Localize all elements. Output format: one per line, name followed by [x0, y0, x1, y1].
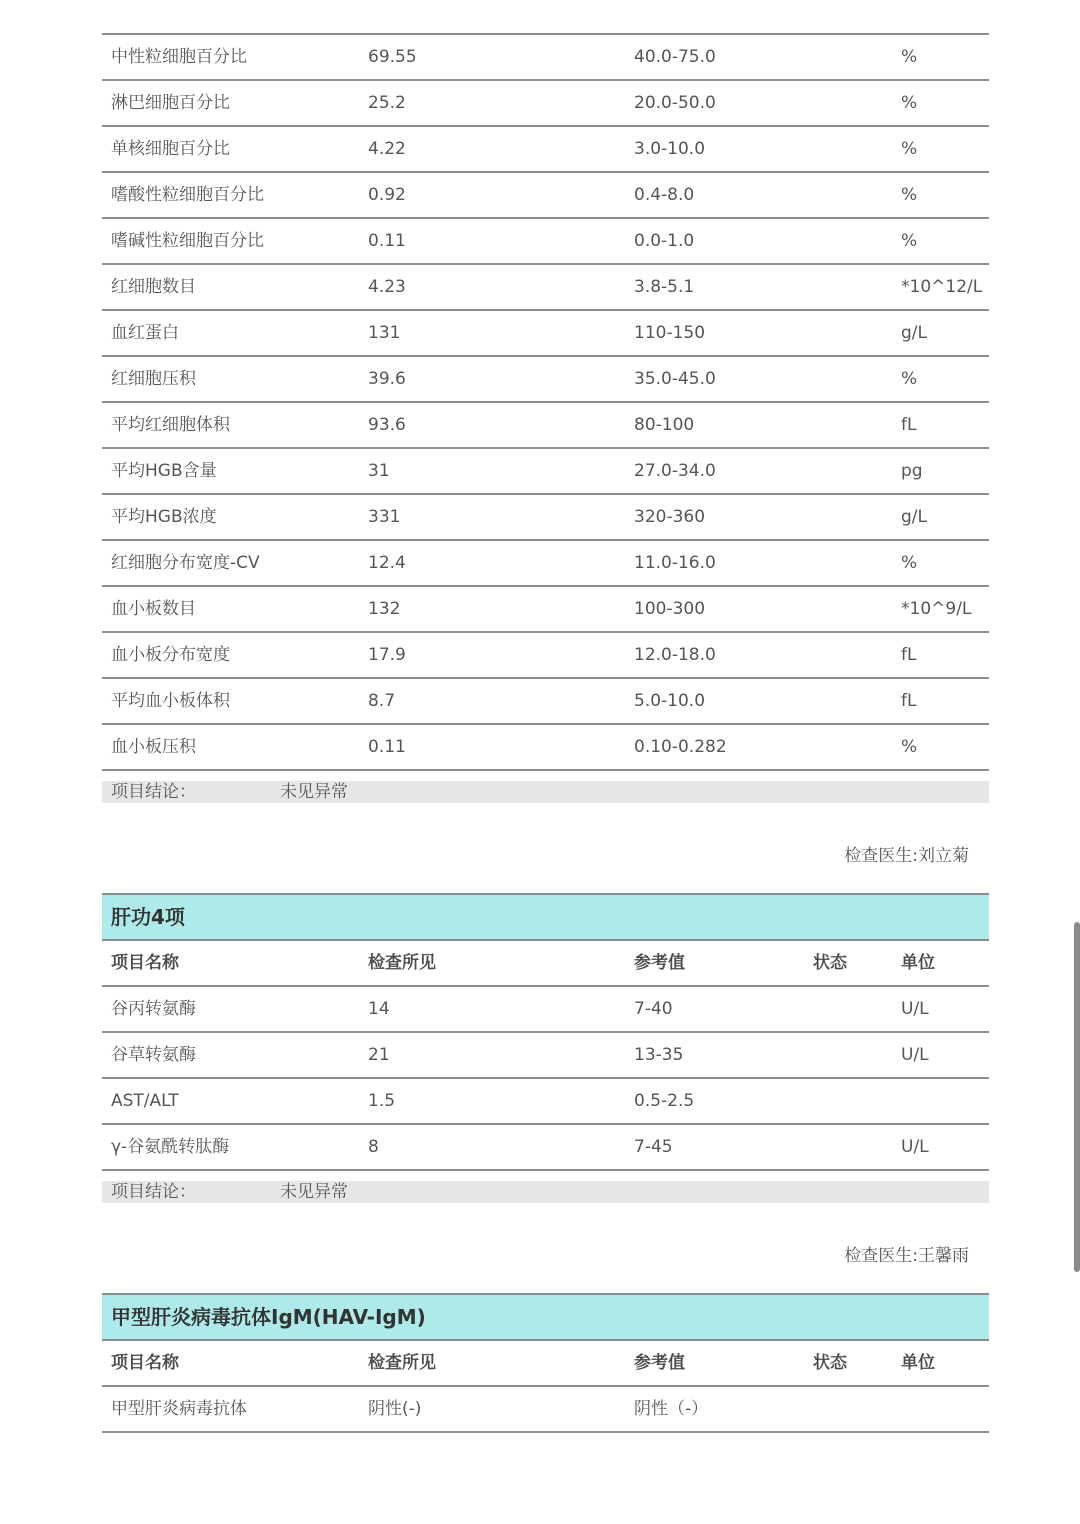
- cell-result: 0.11: [368, 737, 406, 757]
- cell-name: 甲型肝炎病毒抗体: [111, 1399, 247, 1419]
- cell-name: 红细胞分布宽度-CV: [111, 553, 260, 573]
- cell-result: 93.6: [368, 415, 406, 435]
- doctor-signature: 检查医生:刘立菊: [844, 846, 969, 866]
- header-unit: 单位: [901, 1353, 935, 1373]
- cell-result: 12.4: [368, 553, 406, 573]
- cell-result: 4.23: [368, 277, 406, 297]
- cell-name: 淋巴细胞百分比: [111, 93, 230, 113]
- cell-result: 69.55: [368, 47, 417, 67]
- liver-doctor: [102, 1203, 989, 1293]
- table-row: [102, 127, 989, 173]
- cell-result: 14: [368, 999, 390, 1019]
- hav-table-header: [102, 1341, 989, 1387]
- cell-name: 谷丙转氨酶: [111, 999, 196, 1019]
- header-unit: 单位: [901, 953, 935, 973]
- cell-name: 红细胞压积: [111, 369, 196, 389]
- cell-ref: 13-35: [634, 1045, 684, 1065]
- liver-conclusion: [102, 1181, 989, 1203]
- table-row: [102, 679, 989, 725]
- table-row: [102, 81, 989, 127]
- cell-unit: fL: [901, 415, 917, 435]
- table-row: [102, 725, 989, 771]
- table-row: [102, 33, 989, 81]
- cell-name: 谷草转氨酶: [111, 1045, 196, 1065]
- cell-ref: 20.0-50.0: [634, 93, 716, 113]
- header-name: 项目名称: [111, 953, 179, 973]
- cell-unit: %: [901, 553, 918, 573]
- cell-ref: 0.4-8.0: [634, 185, 695, 205]
- cell-ref: 100-300: [634, 599, 706, 619]
- cell-ref: 3.8-5.1: [634, 277, 695, 297]
- cell-unit: fL: [901, 645, 917, 665]
- cell-unit: %: [901, 369, 918, 389]
- cell-result: 阴性(-): [368, 1399, 422, 1419]
- table-row: [102, 265, 989, 311]
- cell-unit: g/L: [901, 323, 927, 343]
- cell-result: 132: [368, 599, 401, 619]
- table-row: [102, 449, 989, 495]
- cell-ref: 80-100: [634, 415, 695, 435]
- cell-result: 331: [368, 507, 401, 527]
- cell-result: 39.6: [368, 369, 406, 389]
- cell-name: 中性粒细胞百分比: [111, 47, 247, 67]
- scrollbar[interactable]: [1074, 922, 1080, 1272]
- cell-ref: 3.0-10.0: [634, 139, 706, 159]
- cell-unit: *10^9/L: [901, 599, 972, 619]
- cell-unit: U/L: [901, 1045, 929, 1065]
- header-status: 状态: [813, 953, 847, 973]
- cell-unit: %: [901, 231, 918, 251]
- conclusion-label: 项目结论：: [111, 782, 196, 802]
- table-row: [102, 1387, 989, 1433]
- cell-name: γ-谷氨酰转肽酶: [111, 1137, 230, 1157]
- header-status: 状态: [813, 1353, 847, 1373]
- cell-unit: %: [901, 93, 918, 113]
- cell-result: 8.7: [368, 691, 396, 711]
- header-ref: 参考值: [634, 953, 685, 973]
- cell-ref: 11.0-16.0: [634, 553, 716, 573]
- table-row: [102, 357, 989, 403]
- cell-name: 平均血小板体积: [111, 691, 230, 711]
- cell-unit: %: [901, 47, 918, 67]
- cell-name: 血小板数目: [111, 599, 196, 619]
- cell-result: 1.5: [368, 1091, 396, 1111]
- liver-table-header: [102, 941, 989, 987]
- cell-ref: 阴性（-）: [634, 1399, 709, 1419]
- cell-name: AST/ALT: [111, 1091, 179, 1111]
- cell-unit: fL: [901, 691, 917, 711]
- liver-table: [102, 987, 989, 1171]
- cell-ref: 12.0-18.0: [634, 645, 716, 665]
- cell-name: 平均HGB浓度: [111, 507, 217, 527]
- cell-unit: U/L: [901, 1137, 929, 1157]
- cell-result: 21: [368, 1045, 390, 1065]
- cell-name: 嗜碱性粒细胞百分比: [111, 231, 264, 251]
- cell-ref: 110-150: [634, 323, 706, 343]
- cell-result: 0.11: [368, 231, 406, 251]
- table-row: [102, 633, 989, 679]
- header-ref: 参考值: [634, 1353, 685, 1373]
- table-row: [102, 1125, 989, 1171]
- table-row: [102, 541, 989, 587]
- cell-unit: U/L: [901, 999, 929, 1019]
- cell-ref: 5.0-10.0: [634, 691, 706, 711]
- cell-result: 17.9: [368, 645, 406, 665]
- cell-ref: 7-45: [634, 1137, 673, 1157]
- table-row: [102, 987, 989, 1033]
- conclusion-value: 未见异常: [280, 782, 348, 802]
- cbc-conclusion: [102, 781, 989, 803]
- conclusion-label: 项目结论：: [111, 1182, 196, 1202]
- table-row: [102, 1033, 989, 1079]
- cell-name: 血小板分布宽度: [111, 645, 230, 665]
- header-name: 项目名称: [111, 1353, 179, 1373]
- cell-result: 131: [368, 323, 401, 343]
- cell-ref: 0.5-2.5: [634, 1091, 695, 1111]
- conclusion-value: 未见异常: [280, 1182, 348, 1202]
- cell-unit: pg: [901, 461, 923, 481]
- cell-unit: g/L: [901, 507, 927, 527]
- cell-ref: 27.0-34.0: [634, 461, 716, 481]
- cell-result: 8: [368, 1137, 379, 1157]
- cell-unit: *10^12/L: [901, 277, 983, 297]
- cell-name: 平均HGB含量: [111, 461, 217, 481]
- liver-section-title: 肝功4项: [102, 893, 989, 941]
- cell-ref: 35.0-45.0: [634, 369, 716, 389]
- cell-ref: 7-40: [634, 999, 673, 1019]
- header-result: 检查所见: [368, 953, 436, 973]
- cell-name: 单核细胞百分比: [111, 139, 230, 159]
- table-row: [102, 403, 989, 449]
- cell-result: 25.2: [368, 93, 406, 113]
- cell-unit: %: [901, 737, 918, 757]
- cell-name: 嗜酸性粒细胞百分比: [111, 185, 264, 205]
- cell-unit: %: [901, 139, 918, 159]
- doctor-signature: 检查医生:王馨雨: [844, 1246, 969, 1266]
- cbc-doctor: [102, 803, 989, 893]
- table-row: [102, 1079, 989, 1125]
- cell-ref: 0.10-0.282: [634, 737, 727, 757]
- cell-result: 31: [368, 461, 390, 481]
- cell-name: 血红蛋白: [111, 323, 179, 343]
- table-row: [102, 173, 989, 219]
- hav-section-title: 甲型肝炎病毒抗体IgM(HAV-IgM): [102, 1293, 989, 1341]
- cell-name: 红细胞数目: [111, 277, 196, 297]
- cell-ref: 40.0-75.0: [634, 47, 716, 67]
- table-row: [102, 311, 989, 357]
- cell-name: 血小板压积: [111, 737, 196, 757]
- cbc-table: [102, 33, 989, 771]
- cell-ref: 0.0-1.0: [634, 231, 695, 251]
- cell-result: 4.22: [368, 139, 406, 159]
- cell-unit: %: [901, 185, 918, 205]
- hav-table: [102, 1387, 989, 1433]
- cell-name: 平均红细胞体积: [111, 415, 230, 435]
- header-result: 检查所见: [368, 1353, 436, 1373]
- table-row: [102, 219, 989, 265]
- table-row: [102, 495, 989, 541]
- cell-ref: 320-360: [634, 507, 706, 527]
- cell-result: 0.92: [368, 185, 406, 205]
- report-page: [102, 33, 989, 1433]
- table-row: [102, 587, 989, 633]
